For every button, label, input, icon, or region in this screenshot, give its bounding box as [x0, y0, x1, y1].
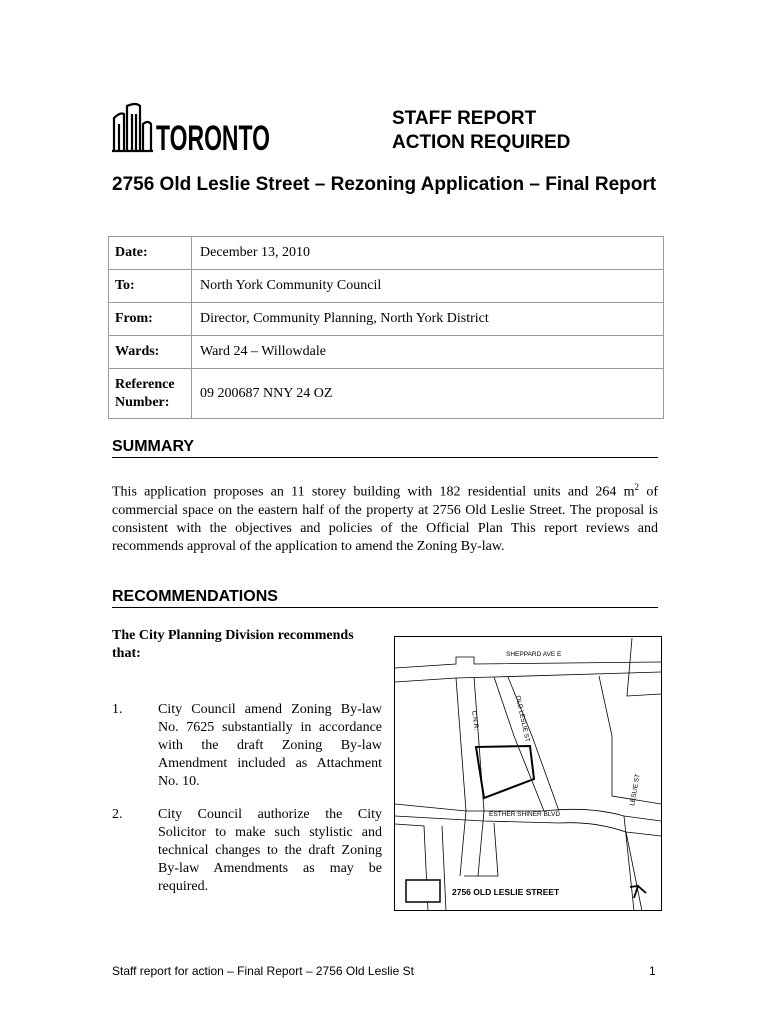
- table-row-reference: [109, 369, 664, 419]
- label-leslie-st: LESLIE ST: [629, 773, 642, 807]
- recommendation-text: City Council amend Zoning By-law No. 7625 substantially in accordance with the draft Zoning By-law Amendment included as Attachment No. 10.: [158, 702, 382, 789]
- legend-label: 2756 OLD LESLIE STREET: [452, 887, 560, 897]
- legend-swatch: [406, 880, 440, 902]
- summary-text-part2: of commercial space on the eastern half of the property at 2756 Old Leslie Street. The proposal is consistent with the objectives and policies of the Official Plan This report reviews and recommends approval of the application to amend the Zoning By-law.: [112, 484, 658, 554]
- logo-wordmark: TORONTO: [156, 119, 270, 158]
- from-value: Director, Community Planning, North York District: [192, 303, 664, 336]
- summary-heading: SUMMARY: [112, 438, 658, 458]
- table-row-to: [109, 270, 664, 303]
- date-value: December 13, 2010: [192, 237, 664, 270]
- report-type: [392, 107, 570, 155]
- summary-text-part1: This application proposes an 11 storey building with 182 residential units and 264 m: [112, 484, 635, 500]
- recommendation-item: [112, 701, 382, 791]
- recommendation-number: 2.: [112, 807, 123, 822]
- reference-value: 09 200687 NNY 24 OZ: [192, 369, 664, 419]
- recommendations-heading: RECOMMENDATIONS: [112, 588, 658, 608]
- table-row-date: [109, 237, 664, 270]
- wards-label: Wards:: [109, 336, 192, 369]
- map-border: [395, 637, 662, 911]
- recommendation-item: [112, 806, 382, 896]
- footer-text: Staff report for action – Final Report – 2756 Old Leslie St: [112, 964, 414, 978]
- wards-value: Ward 24 – Willowdale: [192, 336, 664, 369]
- page-title: 2756 Old Leslie Street – Rezoning Application – Final Report: [112, 174, 657, 195]
- table-row-from: [109, 303, 664, 336]
- label-old-leslie-st: OLD LESLIE ST: [514, 694, 531, 743]
- report-type-line2: ACTION REQUIRED: [392, 132, 571, 153]
- page-number: 1: [649, 964, 656, 978]
- recommendation-text: City Council authorize the City Solicitor to make such stylistic and technical changes to the draft Zoning By-law Amendments as may be required.: [158, 807, 382, 894]
- summary-text: [112, 478, 658, 556]
- report-type-line1: STAFF REPORT: [392, 108, 537, 129]
- reference-label: [109, 369, 192, 419]
- from-label: From:: [109, 303, 192, 336]
- to-label: To:: [109, 270, 192, 303]
- date-label: Date:: [109, 237, 192, 270]
- label-cn-rail: C.N.R.: [470, 710, 480, 731]
- label-sheppard-ave: SHEPPARD AVE E: [506, 651, 562, 658]
- to-value: North York Community Council: [192, 270, 664, 303]
- reference-label-line1: Reference: [115, 376, 175, 392]
- toronto-logo: [112, 102, 272, 158]
- reference-label-line2: Number:: [115, 394, 170, 410]
- recommendations-intro: The City Planning Division recommends that:: [112, 628, 354, 661]
- table-row-wards: [109, 336, 664, 369]
- summary-superscript: 2: [634, 482, 640, 492]
- recommendation-number: 1.: [112, 702, 123, 717]
- label-esther-shiner-blvd: ESTHER SHINER BLVD: [489, 811, 561, 818]
- location-map-drawing: [394, 636, 662, 911]
- location-map: [394, 636, 662, 911]
- city-hall-logo-icon: [112, 102, 272, 158]
- report-info-table: [108, 236, 664, 419]
